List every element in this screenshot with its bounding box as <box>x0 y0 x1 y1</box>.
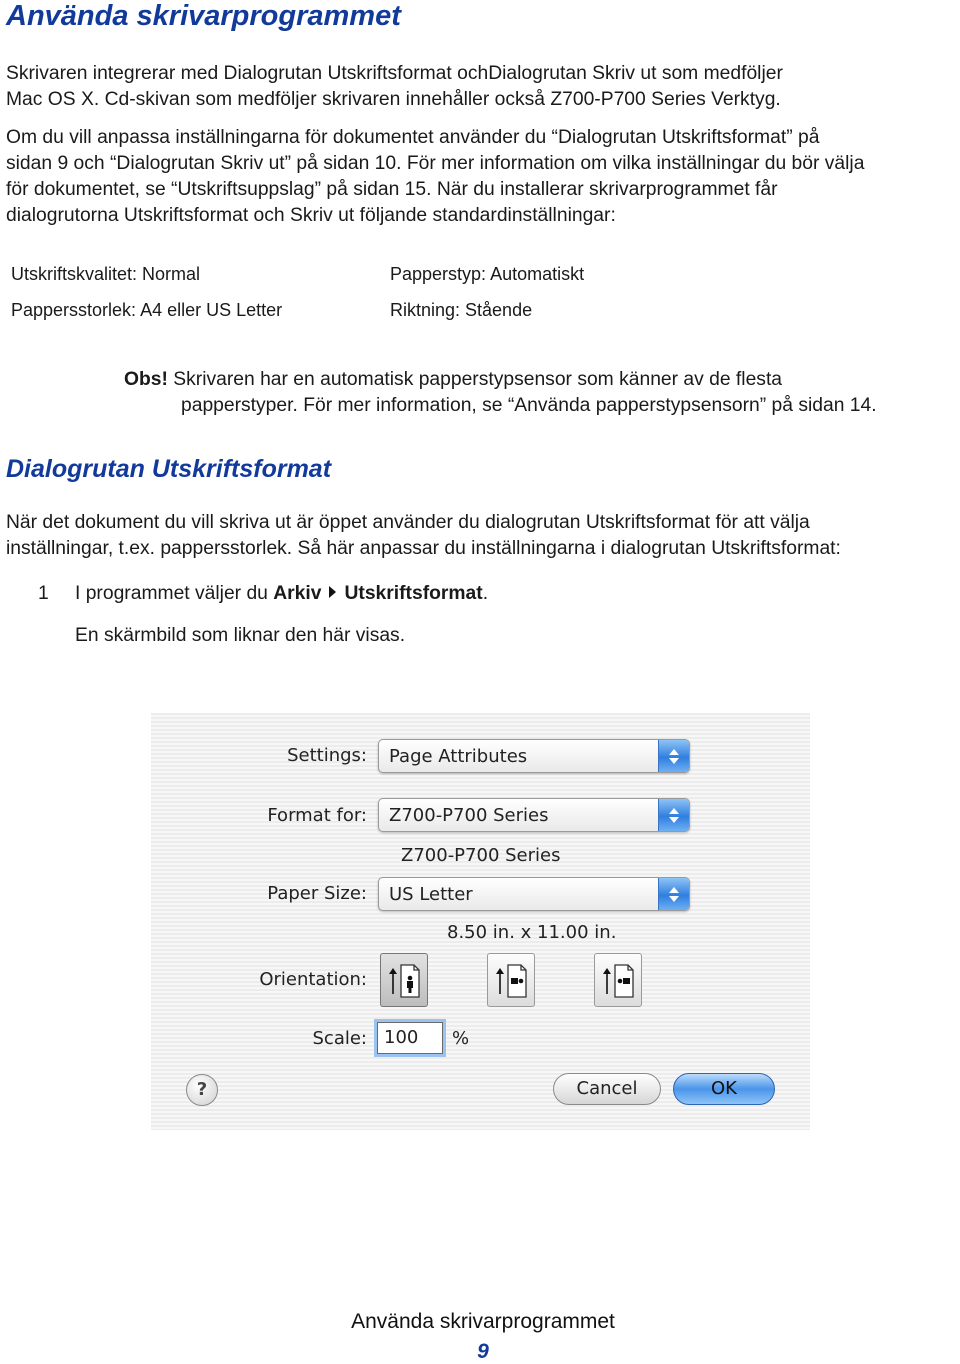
step-text: I programmet väljer du <box>75 583 274 604</box>
orientation-label: Orientation: <box>259 969 367 990</box>
step-caption: En skärmbild som liknar den här visas. <box>75 625 406 646</box>
intro-line: Skrivaren integrerar med Dialogrutan Utskriftsformat ochDialogrutan Skriv ut som medföljer <box>6 63 783 84</box>
default-paper-size: Pappersstorlek: A4 eller US Letter <box>11 300 283 320</box>
orientation-portrait-button[interactable] <box>380 953 428 1007</box>
ok-button[interactable]: OK <box>673 1073 775 1105</box>
scale-input[interactable]: 100 <box>377 1022 443 1054</box>
paragraph-line: sidan 9 och “Dialogrutan Skriv ut” på sidan 10. För mer information om vilka inställningar du bör välja <box>6 153 865 174</box>
paragraph-line: Om du vill anpassa inställningarna för dokumentet använder du “Dialogrutan Utskriftsformat” på <box>6 127 820 148</box>
paper-size-popup-value: US Letter <box>389 884 473 905</box>
step-1 <box>38 583 488 605</box>
default-quality: Utskriftskvalitet: Normal <box>11 264 201 284</box>
paragraph-line: När det dokument du vill skriva ut är öppet använder du dialogrutan Utskriftsformat för att välja <box>6 512 810 533</box>
portrait-icon <box>381 954 429 1008</box>
popup-arrows-icon <box>658 878 689 910</box>
paper-size-popup[interactable] <box>378 877 690 911</box>
settings-paragraph <box>6 125 956 229</box>
note-label: Obs! <box>124 369 168 390</box>
format-for-popup[interactable] <box>378 798 690 832</box>
step-menu-item: Utskriftsformat <box>344 583 483 604</box>
printer-description: Z700-P700 Series <box>401 845 561 866</box>
section-paragraph <box>6 510 956 562</box>
step-end: . <box>482 583 489 604</box>
note-block <box>124 367 954 419</box>
paragraph-line: inställningar, t.ex. pappersstorlek. Så här anpassar du inställningarna i dialogrutan Utskriftsformat: <box>6 538 841 559</box>
intro-line: Mac OS X. Cd-skivan som medföljer skrivaren innehåller också Z700-P700 Series Verktyg. <box>6 89 781 110</box>
settings-popup-value: Page Attributes <box>389 746 528 767</box>
default-orientation: Riktning: Stående <box>390 300 533 320</box>
reverse-landscape-icon <box>595 954 643 1008</box>
step-menu: Arkiv <box>273 583 322 604</box>
orientation-reverse-landscape-button[interactable] <box>594 953 642 1007</box>
cancel-button[interactable]: Cancel <box>553 1073 661 1105</box>
note-text: Skrivaren har en automatisk papperstypsensor som känner av de flesta <box>167 369 783 390</box>
default-paper-type: Papperstyp: Automatiskt <box>390 264 585 284</box>
section-heading: Dialogrutan Utskriftsformat <box>6 455 332 483</box>
popup-arrows-icon <box>658 799 689 831</box>
format-for-label: Format for: <box>267 805 367 826</box>
help-button[interactable]: ? <box>186 1074 218 1106</box>
menu-arrow-icon <box>329 586 336 598</box>
orientation-landscape-button[interactable] <box>487 953 535 1007</box>
scale-label: Scale: <box>312 1028 367 1049</box>
page-number: 9 <box>477 1340 489 1363</box>
paragraph-line: för dokumentet, se “Utskriftsuppslag” på sidan 15. När du installerar skrivarprogrammet får <box>6 179 778 200</box>
intro-paragraph <box>6 61 956 113</box>
scale-unit: % <box>452 1028 470 1049</box>
page-setup-dialog <box>151 713 810 1130</box>
settings-label: Settings: <box>287 745 367 766</box>
popup-arrows-icon <box>658 740 689 772</box>
paper-dimensions: 8.50 in. x 11.00 in. <box>447 922 617 943</box>
step-number: 1 <box>38 583 49 604</box>
footer-title: Använda skrivarprogrammet <box>351 1310 615 1333</box>
format-for-popup-value: Z700-P700 Series <box>389 805 549 826</box>
paragraph-line: dialogrutorna Utskriftsformat och Skriv ut följande standardinställningar: <box>6 205 616 226</box>
landscape-icon <box>488 954 536 1008</box>
paper-size-label: Paper Size: <box>267 883 367 904</box>
settings-popup[interactable] <box>378 739 690 773</box>
note-text: papperstyper. För mer information, se “Använda papperstypsensorn” på sidan 14. <box>181 395 877 416</box>
page-heading: Använda skrivarprogrammet <box>6 0 401 32</box>
